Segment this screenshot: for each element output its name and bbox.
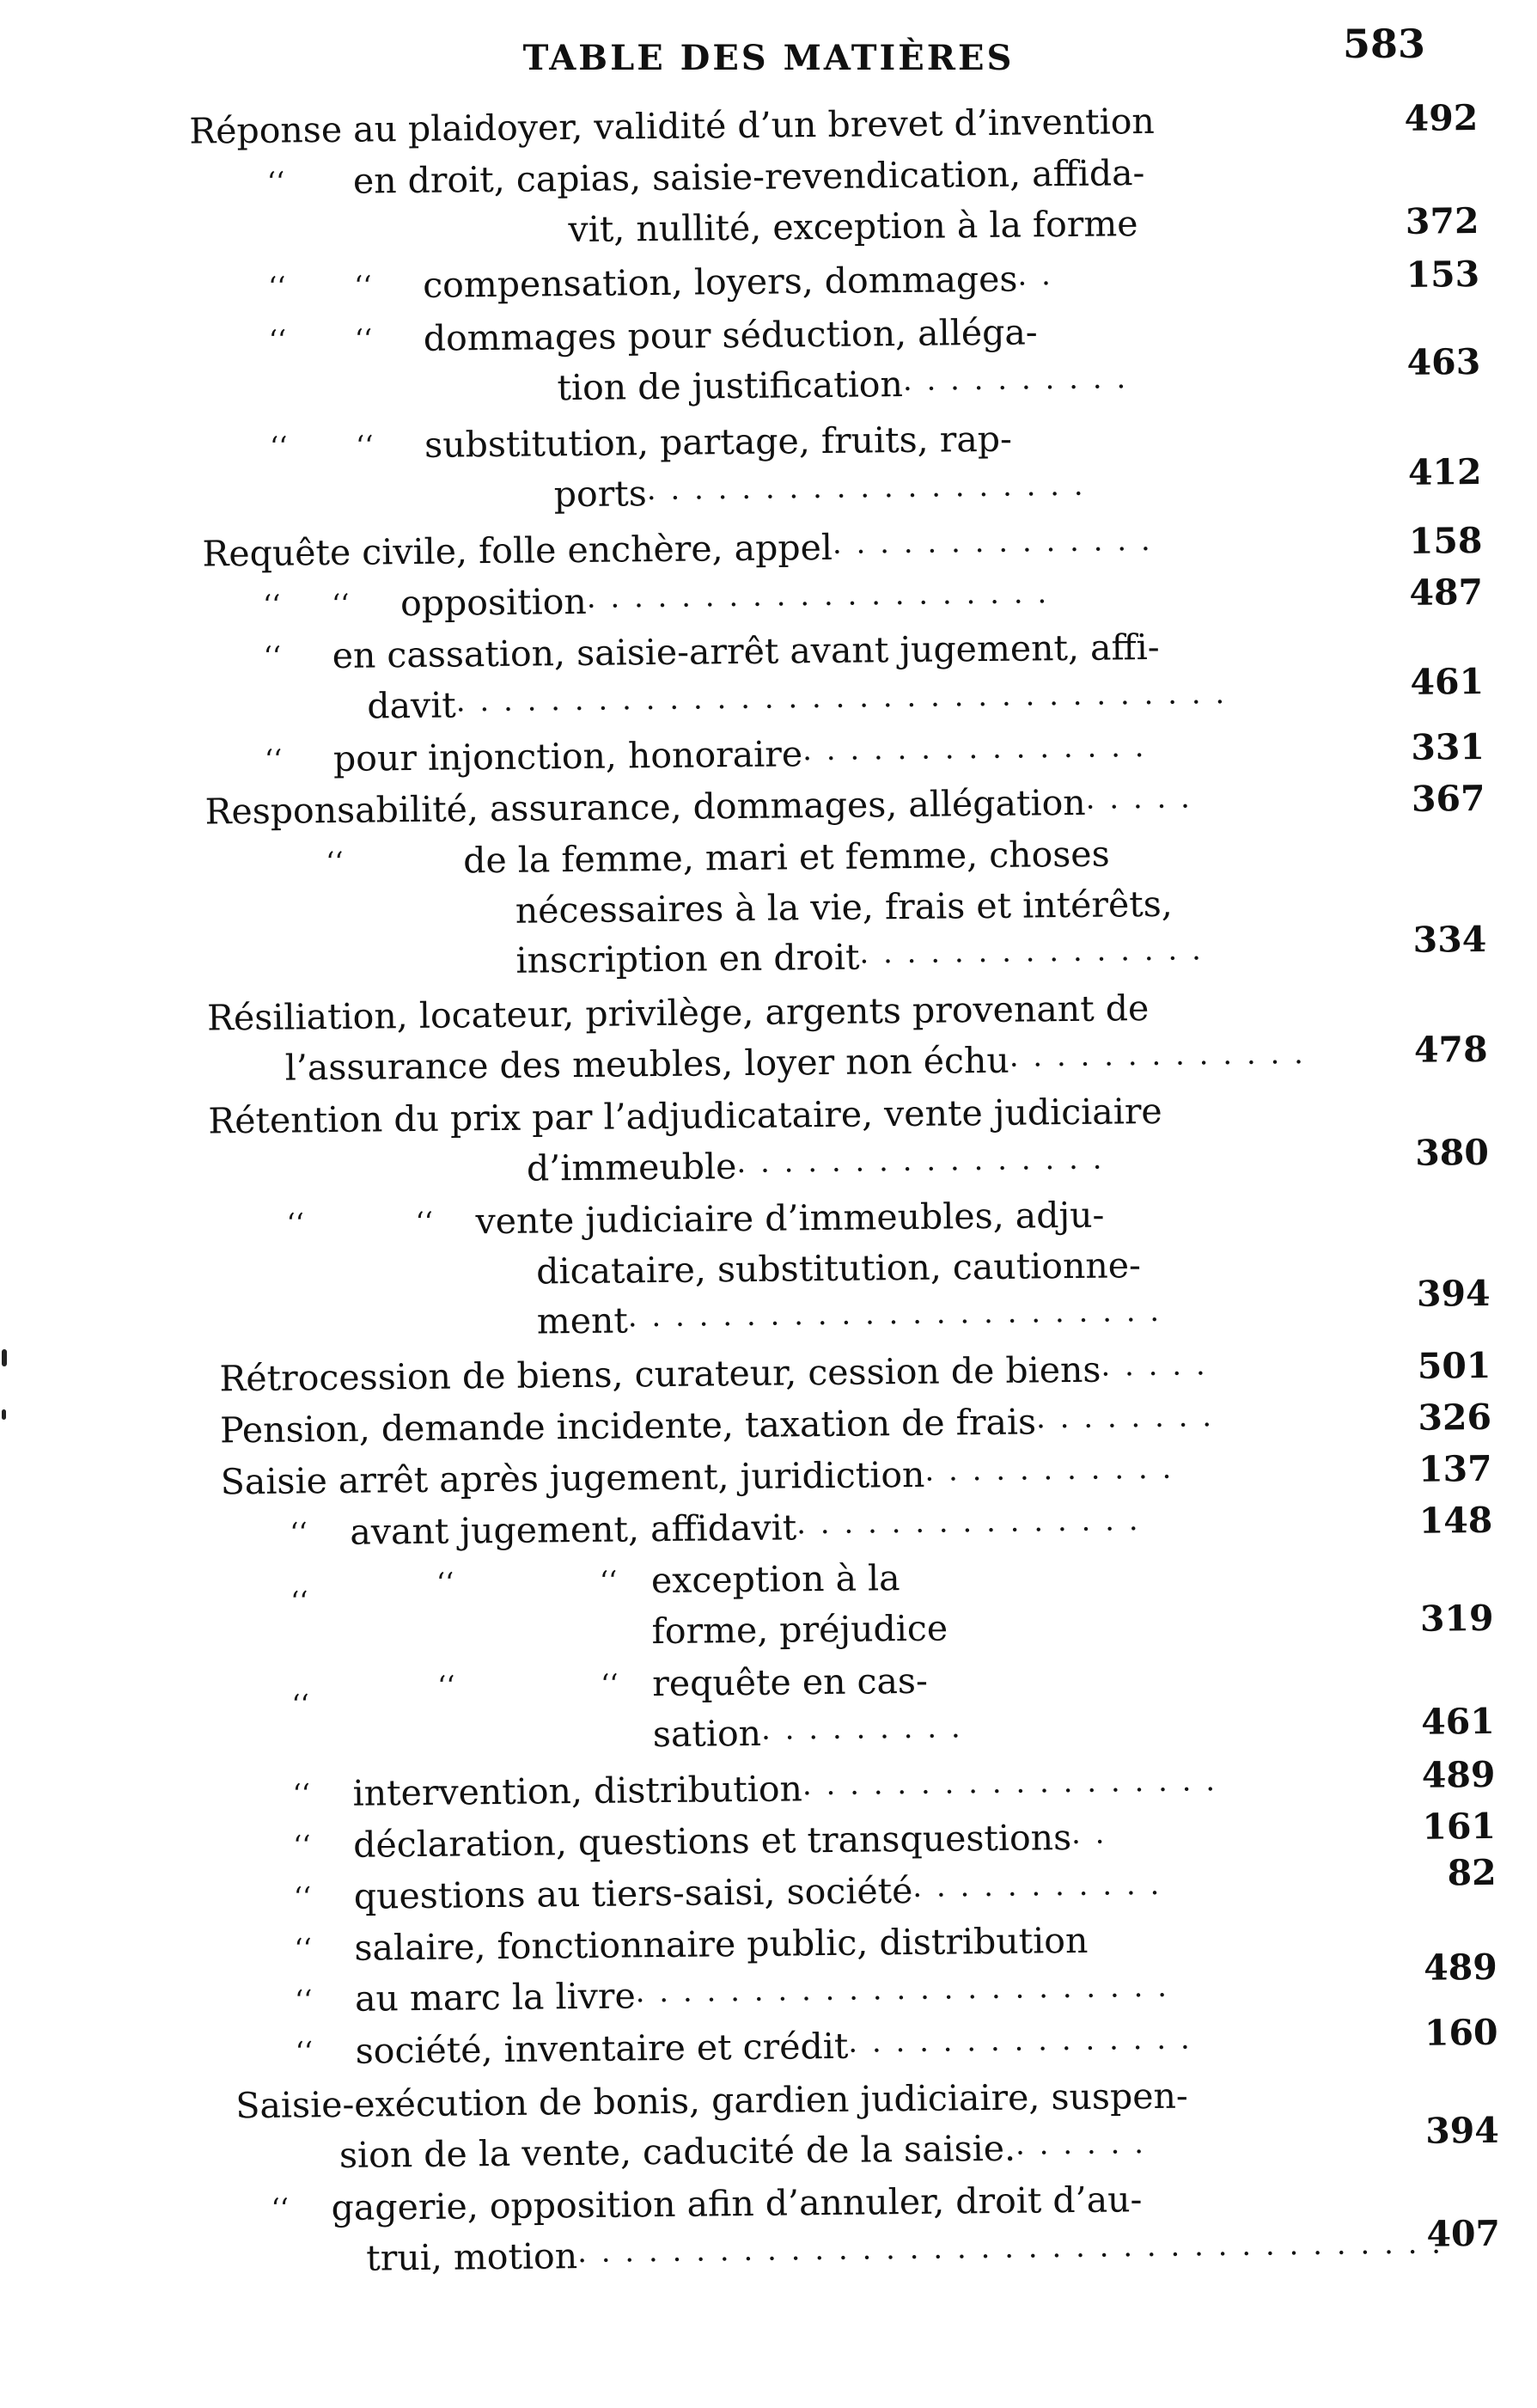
toc-entry-text: intervention, distribution <box>352 1768 803 1814</box>
ditto-mark: ‘‘ <box>292 1777 311 1811</box>
toc-entry <box>269 410 1482 528</box>
toc-page-number: 412 <box>1407 450 1482 493</box>
ditto-mark: ‘‘ <box>326 845 344 879</box>
leader-dots: . . . . . . . . <box>1035 1399 1215 1436</box>
toc-entry <box>235 2069 1500 2183</box>
leader-dots: . . . . . . . . . . . . . . . . . . . . <box>586 576 1050 615</box>
toc-entry-text: Saisie-exécution de bonis, gardien judiciaire, suspen- <box>235 2075 1188 2127</box>
leader-dots: . . . . . . . . . <box>760 1709 963 1747</box>
leader-dots: . . . . . <box>1101 1348 1208 1384</box>
toc-entry-text: dicataire, substitution, cautionne- <box>535 1244 1142 1293</box>
table-of-contents <box>189 94 1501 2286</box>
toc-entry-text: Réponse au plaidoyer, validité d’un brevet d’invention <box>189 100 1156 152</box>
toc-page-number: 161 <box>1422 1805 1497 1848</box>
ditto-mark: ‘‘ <box>286 1207 305 1240</box>
toc-page-number: 463 <box>1406 340 1481 383</box>
toc-entry <box>208 1084 1490 1198</box>
ditto-mark: ‘‘ <box>415 1205 434 1238</box>
toc-page-number: 137 <box>1418 1447 1492 1490</box>
toc-entry <box>266 145 1479 261</box>
toc-entry <box>290 1548 1494 1662</box>
toc-entry-text: Requête civile, folle enchère, appel <box>202 526 833 575</box>
page-header-title: TABLE DES MATIÈRES <box>522 38 1015 78</box>
toc-page-number: 487 <box>1409 571 1484 614</box>
toc-page-number: 407 <box>1426 2212 1501 2255</box>
leader-dots: . . . . . . <box>1015 2125 1147 2162</box>
toc-entry-text: Pension, demande incidente, taxation de frais <box>219 1401 1037 1452</box>
ditto-mark: ‘‘ <box>271 2191 290 2225</box>
scan-speck <box>2 1409 6 1420</box>
page-number: 583 <box>1342 21 1425 67</box>
toc-page-number: 160 <box>1424 2011 1498 2054</box>
leader-dots: . . . . . . . . . . . . . . . <box>796 1503 1141 1542</box>
toc-entry-text: Saisie arrêt après jugement, juridiction <box>220 1453 925 1503</box>
ditto-mark: ‘‘ <box>268 323 287 357</box>
toc-entry-text: l’assurance des meubles, loyer non échu <box>284 1039 1009 1089</box>
ditto-mark: ‘‘ <box>599 1564 618 1598</box>
leader-dots: . . . . . . . . . . . . . . . . <box>736 1141 1105 1180</box>
ditto-mark: ‘‘ <box>262 588 281 621</box>
toc-entry-text: au marc la livre <box>354 1974 636 2020</box>
ditto-mark: ‘‘ <box>293 1829 311 1862</box>
toc-entry-text: avant jugement, affidavit <box>350 1507 797 1553</box>
ditto-mark: ‘‘ <box>290 1585 308 1618</box>
toc-entry-text: Responsabilité, assurance, dommages, allégation <box>204 781 1086 833</box>
toc-page-number: 461 <box>1410 660 1485 703</box>
toc-page-number: 148 <box>1418 1499 1493 1542</box>
ditto-mark: ‘‘ <box>331 587 350 620</box>
ditto-mark: ‘‘ <box>291 1688 310 1721</box>
leader-dots: . . <box>1017 258 1054 293</box>
toc-entry-text: en droit, capias, saisie-revendication, affida- <box>352 152 1145 202</box>
leader-dots: . . . . . . . . . . . . . . . . . . <box>802 1763 1218 1803</box>
toc-page-number: 367 <box>1411 777 1485 820</box>
ditto-mark: ‘‘ <box>294 1932 313 1965</box>
ditto-mark: ‘‘ <box>437 1669 455 1702</box>
toc-entry <box>206 981 1488 1095</box>
toc-entry-text: questions au tiers-saisi, société <box>353 1869 913 1917</box>
toc-page-number: 82 <box>1447 1851 1497 1894</box>
leader-dots: . . . . . . . . . . . . . . . . . . . . . . . <box>635 1969 1170 2009</box>
ditto-mark: ‘‘ <box>354 269 372 303</box>
toc-page-number: 492 <box>1404 96 1479 139</box>
toc-entry-text: tion de justification <box>557 363 904 408</box>
leader-dots: . . . . . <box>1085 780 1193 816</box>
toc-entry-text: de la femme, mari et femme, choses <box>462 833 1110 882</box>
ditto-mark: ‘‘ <box>436 1566 454 1599</box>
toc-entry <box>291 1651 1496 1769</box>
toc-entry-text: ment <box>536 1299 629 1342</box>
leader-dots: . . . . . . . . . . . . . . . . . . . . . . . <box>627 1293 1162 1335</box>
toc-page-number: 334 <box>1412 918 1487 961</box>
leader-dots: . . . . . . . . . . <box>902 360 1129 398</box>
toc-page-number: 380 <box>1414 1131 1490 1174</box>
toc-page-number: 394 <box>1424 2109 1500 2152</box>
toc-entry <box>294 1912 1498 2026</box>
toc-entry-text: dommages pour séduction, alléga- <box>423 311 1038 359</box>
ditto-mark: ‘‘ <box>295 2035 314 2069</box>
toc-entry-text: opposition <box>399 580 588 625</box>
ditto-mark: ‘‘ <box>268 270 286 303</box>
leader-dots: . . . . . . . . . . . . . <box>1009 1036 1307 1074</box>
ditto-mark: ‘‘ <box>354 322 373 356</box>
leader-dots: . . <box>1070 1816 1107 1852</box>
toc-entry-text: en cassation, saisie-arrêt avant jugement, affi- <box>332 626 1160 676</box>
toc-entry <box>268 303 1481 421</box>
toc-entry <box>286 1187 1491 1353</box>
leader-dots: . . . . . . . . . . . <box>924 1451 1174 1488</box>
leader-dots: . . . . . . . . . . . <box>912 1867 1162 1904</box>
ditto-mark: ‘‘ <box>293 1880 312 1914</box>
toc-entry-text: vit, nullité, exception à la forme <box>568 202 1138 250</box>
toc-entry-text: davit <box>367 683 457 727</box>
toc-page-number: 372 <box>1405 199 1479 242</box>
toc-entry-text: nécessaires à la vie, frais et intérêts, <box>515 883 1174 932</box>
scan-speck <box>2 1349 7 1366</box>
ditto-mark: ‘‘ <box>269 430 288 463</box>
toc-page-number: 489 <box>1421 1753 1496 1796</box>
toc-page-number: 158 <box>1408 519 1483 562</box>
ditto-mark: ‘‘ <box>264 743 283 776</box>
toc-entry <box>271 2172 1501 2286</box>
toc-entry-text: Résiliation, locateur, privilège, argents provenant de <box>206 987 1150 1039</box>
toc-entry-text: forme, préjudice <box>651 1607 948 1652</box>
toc-entry <box>263 620 1485 734</box>
leader-dots: . . . . . . . . . . . . . . . . . . . . . . . . . . . . . . . . . . . . . <box>576 2226 1444 2270</box>
toc-entry-text: vente judiciaire d’immeubles, adju- <box>475 1194 1105 1243</box>
toc-entry-text: déclaration, questions et transquestions <box>352 1817 1072 1866</box>
toc-entry-text: Rétrocession de biens, curateur, cession de biens <box>219 1348 1101 1400</box>
toc-entry-text: inscription en droit <box>515 936 860 981</box>
ditto-mark: ‘‘ <box>355 429 374 462</box>
toc-page-number: 319 <box>1419 1597 1494 1640</box>
leader-dots: . . . . . . . . . . . . . . . . . . . . . . . . . . . . . . . . . <box>455 675 1228 718</box>
toc-page-number: 461 <box>1420 1700 1496 1743</box>
ditto-mark: ‘‘ <box>290 1516 308 1549</box>
toc-page-number: 394 <box>1416 1272 1491 1315</box>
toc-entry-text: société, inventaire et crédit <box>355 2025 849 2072</box>
leader-dots: . . . . . . . . . . . . . . . <box>802 730 1147 768</box>
leader-dots: . . . . . . . . . . . . . . . . . . . <box>646 468 1086 507</box>
ditto-mark: ‘‘ <box>601 1667 619 1701</box>
toc-entry-text: sion de la vente, caducité de la saisie. <box>339 2127 1016 2176</box>
toc-entry-text: gagerie, opposition afin d’annuler, droit d’au- <box>331 2179 1143 2229</box>
toc-entry-text: ports <box>553 472 648 515</box>
toc-page-number: 489 <box>1423 1946 1498 1989</box>
toc-page-number: 478 <box>1413 1028 1488 1071</box>
ditto-mark: ‘‘ <box>263 639 282 673</box>
toc-entry-text: requête en cas- <box>652 1659 929 1705</box>
leader-dots: . . . . . . . . . . . . . . . <box>859 932 1205 971</box>
toc-entry <box>326 826 1487 992</box>
toc-entry-text: pour injonction, honoraire <box>332 733 803 779</box>
toc-entry-text: substitution, partage, fruits, rap- <box>424 418 1013 466</box>
ditto-mark: ‘‘ <box>266 165 285 199</box>
toc-entry-text: salaire, fonctionnaire public, distribution <box>354 1919 1089 1969</box>
toc-page-number: 326 <box>1418 1396 1492 1439</box>
leader-dots: . . . . . . . . . . . . . . . <box>848 2021 1192 2060</box>
ditto-mark: ‘‘ <box>294 1983 313 2017</box>
toc-page-number: 331 <box>1411 725 1485 768</box>
toc-entry-text: trui, motion <box>365 2234 578 2279</box>
toc-entry-text: exception à la <box>650 1557 900 1602</box>
toc-page-number: 501 <box>1417 1344 1491 1387</box>
toc-entry-text: Rétention du prix par l’adjudicataire, vente judiciaire <box>208 1090 1162 1142</box>
toc-entry-text: sation <box>652 1712 762 1755</box>
toc-entry-text: compensation, loyers, dommages <box>422 258 1018 306</box>
toc-page-number: 153 <box>1406 253 1480 296</box>
toc-entry-text: d’immeuble <box>526 1145 737 1189</box>
leader-dots: . . . . . . . . . . . . . . <box>832 523 1153 561</box>
